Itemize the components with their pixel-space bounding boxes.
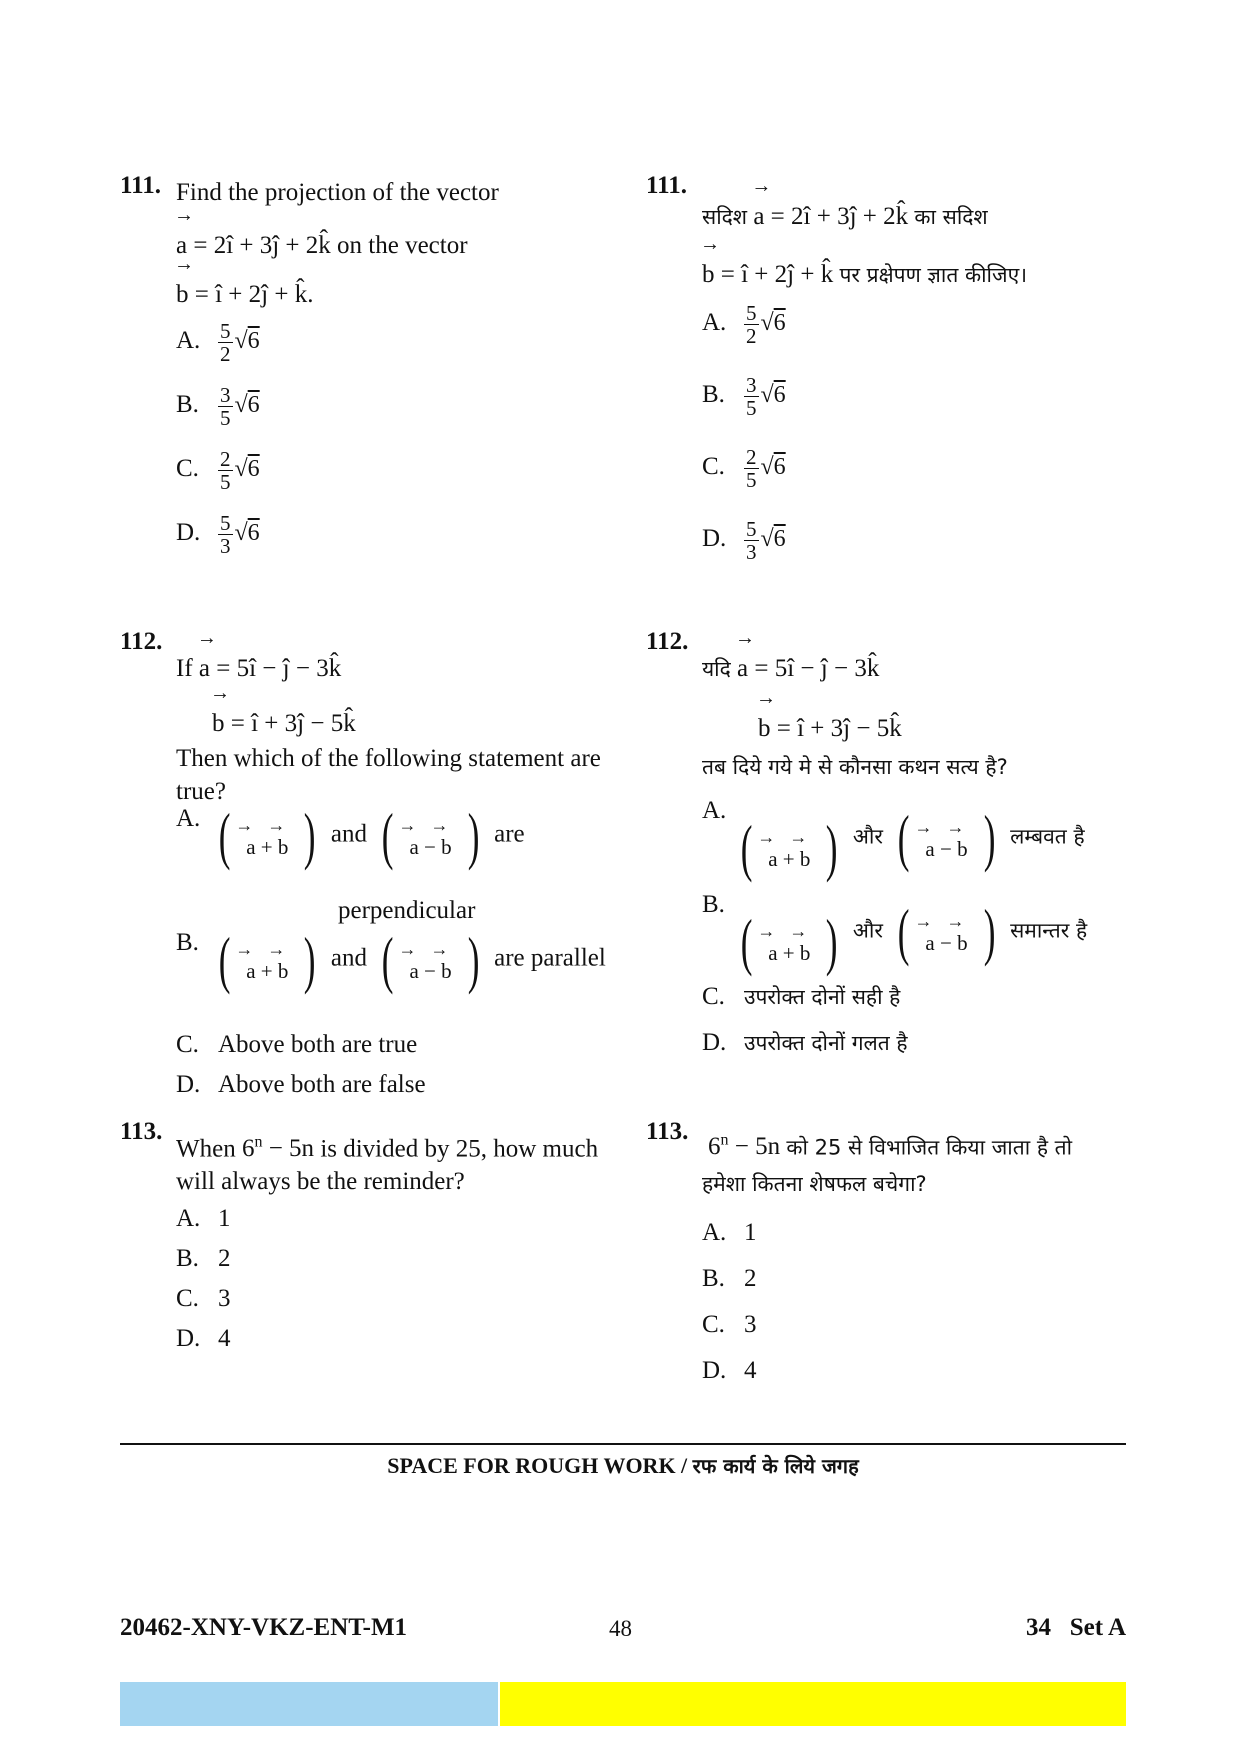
conjunction: and (330, 944, 367, 972)
expr-text: a − b (925, 931, 968, 955)
option-label: C. (176, 1031, 199, 1058)
denominator: 5 (220, 406, 231, 430)
rough-work-en: SPACE FOR ROUGH WORK / (387, 1453, 688, 1478)
question-stem (702, 627, 1162, 784)
sqrt: √6 (234, 520, 260, 547)
option-label: B. (702, 1265, 725, 1292)
vector-diff-expr: ( →→ a − b ) (897, 802, 996, 873)
stem-line: तब दिये गये मे से कौनसा कथन सत्य है? (702, 755, 1008, 779)
vector-sum-expr: ( →→ a + b ) (740, 812, 838, 883)
option-text: 4 (218, 1325, 231, 1352)
vector-a (735, 627, 880, 685)
denominator: 3 (746, 540, 757, 564)
question-stem (176, 627, 636, 808)
fraction (744, 302, 759, 347)
radicand: 6 (773, 454, 786, 481)
numerator: 5 (746, 517, 757, 541)
fraction (218, 384, 233, 429)
stem-text: सदिश (702, 205, 748, 229)
stem-line: Find the projection of the vector (176, 179, 499, 206)
conjunction: and (330, 820, 367, 848)
option-label: A. (702, 1219, 727, 1246)
vector-sum-expr: ( →→ a + b ) (218, 800, 316, 871)
option-label: B. (176, 1245, 199, 1272)
vector-b-text: b = î + 3ĵ − 5k̂ (212, 710, 356, 737)
radicand: 6 (773, 382, 786, 409)
option-label: A. (176, 327, 201, 355)
vector-sum-expr: ( →→ a + b ) (740, 906, 838, 977)
arrow-icon: → (210, 682, 230, 704)
sqrt: √6 (234, 392, 260, 419)
expr-text: a + b (246, 835, 289, 859)
paper-code: 20462-XNY-VKZ-ENT-M1 (120, 1614, 408, 1641)
sqrt: √6 (760, 310, 786, 337)
option-label: C. (702, 453, 725, 481)
option-text: 2 (218, 1245, 231, 1272)
sqrt: √6 (760, 382, 786, 409)
question-stem (176, 176, 636, 311)
option-label: A. (176, 1205, 201, 1232)
arrow-icon: → (735, 627, 756, 649)
radicand: 6 (773, 526, 786, 553)
vector-a (196, 627, 342, 685)
option-text: उपरोक्त दोनों गलत है (744, 1031, 908, 1055)
option-label: D. (702, 1029, 727, 1056)
vector-a-text: a = 2î + 3ĵ + 2k̂ (753, 203, 909, 230)
minus-term: − 5n (268, 1135, 315, 1163)
rough-work-divider (120, 1443, 1126, 1445)
option-text: लम्बवत है (1010, 824, 1085, 849)
arrow-icon: → (751, 175, 772, 197)
option-text: समान्तर है (1010, 918, 1088, 943)
option-text: Above both are false (218, 1071, 426, 1098)
expr-text: a − b (409, 835, 452, 859)
option-c (176, 1284, 231, 1314)
option-text: are (494, 820, 525, 848)
vector-a-text: a = 5î − ĵ − 3k̂ (737, 655, 880, 682)
option-b (702, 890, 1088, 977)
option-c (176, 1030, 417, 1060)
stem-text: When (176, 1135, 236, 1163)
radicand: 6 (247, 328, 260, 355)
option-label: B. (176, 391, 199, 419)
radicand: 6 (247, 520, 260, 547)
numerator: 3 (746, 373, 757, 397)
stem-line: Then which of the following statement are true? (176, 745, 601, 805)
option-d (702, 1356, 757, 1386)
question-number: 111. (646, 172, 687, 199)
denominator: 5 (220, 470, 231, 494)
stem-text: is divided by 25, how much will always be the reminder? (176, 1135, 599, 1196)
option-label: B. (176, 929, 199, 956)
option-text: 2 (744, 1265, 757, 1292)
option-label: D. (176, 1325, 201, 1352)
arrow-icon: → (174, 204, 194, 226)
vector-b (756, 687, 902, 745)
denominator: 2 (746, 324, 757, 348)
exponent: n (254, 1134, 263, 1151)
option-label: C. (176, 1285, 199, 1312)
radicand: 6 (247, 392, 260, 419)
numerator: 2 (746, 445, 757, 469)
stem-text: यदि (702, 657, 731, 681)
question-number: 112. (646, 628, 689, 655)
vector-a (751, 175, 909, 233)
option-label: B. (702, 381, 725, 409)
option-a-continued: perpendicular (338, 897, 476, 924)
arrow-icon: →→ (398, 815, 463, 835)
question-stem (702, 1124, 1148, 1201)
stem-text: If (176, 655, 193, 682)
option-text: are parallel (494, 944, 606, 972)
expr-text: a + b (768, 941, 811, 965)
denominator: 2 (220, 342, 231, 366)
base: 6 (708, 1133, 721, 1161)
set-label: 34 Set A (1026, 1614, 1126, 1641)
base: 6 (241, 1135, 255, 1163)
option-label: D. (176, 1071, 201, 1098)
option-c (702, 446, 786, 491)
denominator: 3 (220, 534, 231, 558)
vector-b (174, 253, 314, 311)
fraction (218, 448, 233, 493)
arrow-icon: →→ (914, 911, 979, 931)
option-b (702, 374, 786, 419)
sqrt: √6 (234, 328, 260, 355)
arrow-icon: →→ (235, 939, 300, 959)
question-stem (176, 1126, 636, 1198)
option-b (702, 1264, 757, 1294)
power-expr (242, 1135, 314, 1162)
fraction (744, 518, 759, 563)
vector-diff-expr: ( →→ a − b ) (382, 800, 480, 871)
option-label: A. (176, 805, 201, 832)
fraction (744, 446, 759, 491)
option-text: 4 (744, 1357, 757, 1384)
option-text: Above both are true (218, 1031, 418, 1058)
option-label: C. (702, 983, 725, 1010)
stem-line: हमेशा कितना शेषफल बचेगा? (702, 1172, 927, 1197)
power-expr (708, 1133, 780, 1160)
radicand: 6 (773, 310, 786, 337)
conjunction: और (852, 824, 883, 849)
arrow-icon: →→ (235, 815, 300, 835)
vector-diff-expr: ( →→ a − b ) (897, 896, 996, 967)
fraction (218, 320, 233, 365)
option-a (702, 302, 786, 347)
rough-work-heading (120, 1452, 1126, 1479)
option-label: C. (176, 455, 199, 483)
option-a (176, 800, 525, 871)
vector-a-text: a = 2î + 3ĵ + 2k̂ (176, 232, 331, 259)
fraction (218, 512, 233, 557)
numerator: 5 (746, 301, 757, 325)
option-label: A. (702, 309, 727, 337)
option-a (702, 1218, 757, 1248)
question-number: 111. (120, 172, 161, 199)
expr-text: a − b (925, 837, 968, 861)
numerator: 2 (220, 447, 231, 471)
option-label: A. (702, 797, 727, 824)
option-a (176, 1204, 231, 1234)
numerator: 5 (220, 511, 231, 535)
arrow-icon: → (196, 627, 217, 649)
option-d (176, 1070, 426, 1100)
option-text: 1 (218, 1205, 231, 1232)
arrow-icon: →→ (757, 827, 822, 847)
option-c (702, 1310, 757, 1340)
vector-b (210, 682, 356, 740)
option-d (702, 1028, 908, 1058)
option-label: C. (702, 1311, 725, 1338)
option-d (702, 518, 786, 563)
option-text: 1 (744, 1219, 757, 1246)
option-text: 3 (744, 1311, 757, 1338)
arrow-icon: →→ (757, 921, 822, 941)
option-label: D. (702, 1357, 727, 1384)
sqrt: √6 (760, 454, 786, 481)
arrow-icon: →→ (914, 817, 979, 837)
option-d (176, 512, 260, 557)
stem-text: on the vector (337, 232, 468, 259)
vector-diff-expr: ( →→ a − b ) (382, 924, 480, 995)
question-number: 113. (646, 1118, 689, 1145)
expr-text: a − b (409, 959, 452, 983)
option-text: 3 (218, 1285, 231, 1312)
fraction (744, 374, 759, 419)
arrow-icon: →→ (398, 939, 463, 959)
vector-a (174, 204, 331, 262)
sqrt: √6 (234, 456, 260, 483)
vector-b-text: b = î + 2ĵ + k̂ (702, 261, 834, 288)
footer-bar-blue (120, 1682, 498, 1726)
question-stem (700, 175, 1142, 292)
arrow-icon: → (756, 687, 776, 709)
vector-b-text: b = î + 2ĵ + k̂. (176, 281, 314, 308)
option-label: D. (702, 525, 727, 553)
vector-a-text: a = 5î − ĵ − 3k̂ (198, 655, 342, 682)
minus-term: − 5n (734, 1133, 781, 1161)
radicand: 6 (247, 456, 260, 483)
denominator: 5 (746, 468, 757, 492)
exponent: n (720, 1132, 729, 1149)
sqrt: √6 (760, 526, 786, 553)
numerator: 3 (220, 383, 231, 407)
expr-text: a + b (246, 959, 289, 983)
question-number: 112. (120, 628, 163, 655)
question-number: 113. (120, 1118, 163, 1145)
numerator: 5 (220, 319, 231, 343)
arrow-icon: → (174, 253, 194, 275)
option-a (176, 320, 260, 365)
stem-text: का सदिश (914, 205, 988, 229)
stem-text: पर प्रक्षेपण ज्ञात कीजिए। (839, 263, 1028, 287)
option-label: B. (702, 891, 725, 918)
option-b (176, 1244, 231, 1274)
option-c (176, 448, 260, 493)
page-number: 48 (609, 1616, 632, 1641)
vector-sum-expr: ( →→ a + b ) (218, 924, 316, 995)
arrow-icon: → (700, 233, 720, 255)
option-text: उपरोक्त दोनों सही है (744, 985, 901, 1009)
option-a (702, 796, 1085, 883)
rough-work-hi: रफ कार्य के लिये जगह (692, 1454, 859, 1478)
stem-text: को 25 से विभाजित किया जाता है तो (786, 1135, 1073, 1160)
conjunction: और (852, 918, 883, 943)
option-c (702, 982, 900, 1012)
vector-b (700, 233, 834, 291)
option-b (176, 384, 260, 429)
option-label: D. (176, 519, 201, 547)
footer-bar-yellow (500, 1682, 1126, 1726)
option-b (176, 924, 606, 995)
vector-b-text: b = î + 3ĵ − 5k̂ (758, 715, 902, 742)
option-d (176, 1324, 231, 1354)
expr-text: a + b (768, 847, 811, 871)
denominator: 5 (746, 396, 757, 420)
